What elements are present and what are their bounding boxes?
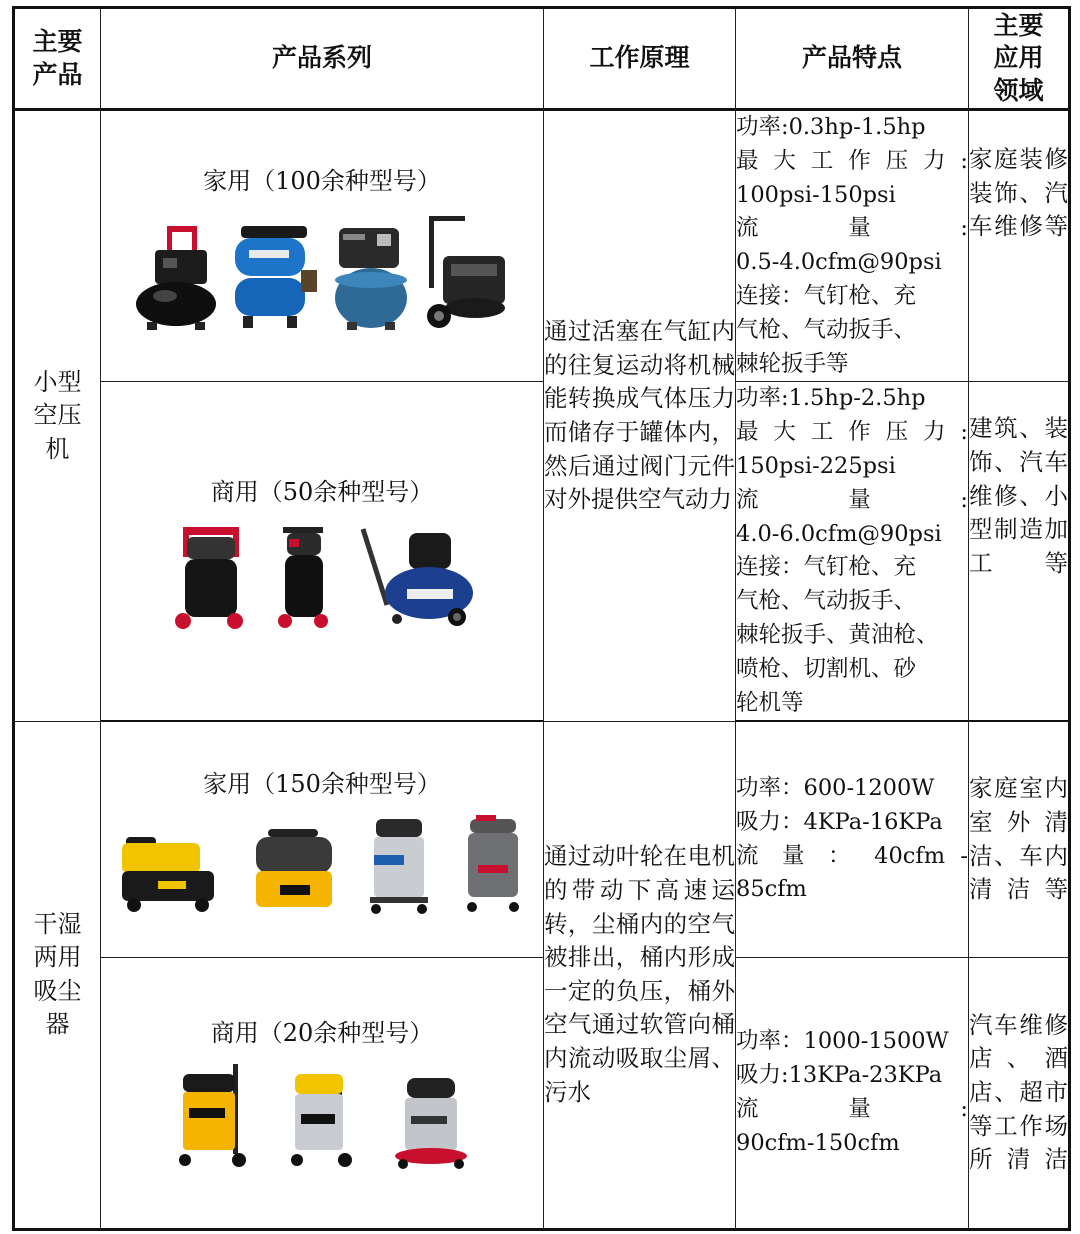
feature-line: 流 量 :: [736, 1095, 968, 1122]
series-cell: [101, 957, 544, 1229]
header-series: 产品系列: [101, 8, 544, 110]
table-row: [14, 721, 1070, 957]
feature-line: 功率：1000-1500W: [736, 1028, 949, 1055]
features-cell: [736, 721, 969, 957]
principle-cell: 通过动叶轮在电机的带动下高速运转，尘桶内的空气被排出，桶内形成一定的负压，桶外空气通过软管向桶内流动吸取尘屑、污水: [544, 721, 736, 1229]
compressor-red-handle-image: [133, 222, 219, 332]
feature-line: 功率:0.3hp-1.5hp: [736, 114, 926, 140]
feature-line: 85cfm: [736, 876, 807, 903]
product-images: [101, 1064, 543, 1172]
application-cell: 汽车维修店、酒店、超市等工作场所清洁: [969, 957, 1070, 1229]
feature-line: 吸力：4KPa-16KPa: [736, 808, 943, 835]
compressor-vertical-red-image: [169, 523, 249, 631]
feature-line: 吸力:13KPa-23KPa: [736, 1062, 943, 1089]
product-table: [12, 6, 1071, 1231]
series-title: 家用（150余种型号）: [203, 770, 441, 799]
table-header-row: [14, 8, 1070, 110]
vacuum-grey-drum-image: [460, 815, 526, 915]
category-cell: 小型 空压 机: [14, 110, 101, 722]
table-row: [14, 957, 1070, 1229]
application-cell: 建筑、装饰、汽车维修、小型制造加工等: [969, 382, 1070, 721]
feature-line: 喷枪、切割机、砂: [736, 655, 917, 682]
feature-line: 棘轮扳手、黄油枪、: [736, 621, 939, 648]
features-cell: [736, 382, 969, 721]
vacuum-steel-drum-image: [366, 815, 432, 915]
series-cell: [101, 721, 544, 957]
series-cell: [101, 110, 544, 382]
feature-line: 流 量 :: [736, 486, 968, 513]
vacuum-stanley-steel-image: [285, 1064, 363, 1172]
feature-line: 0.5-4.0cfm@90psi: [736, 249, 942, 276]
category-cell: 干湿 两用 吸尘 器: [14, 721, 101, 1229]
header-application: 主要 应用 领域: [969, 8, 1070, 110]
feature-line: 最大工作压力:: [736, 147, 968, 174]
product-images: [101, 212, 543, 332]
feature-line: 150psi-225psi: [736, 452, 896, 479]
feature-line: 气枪、气动扳手、: [736, 316, 917, 343]
product-images: [101, 523, 543, 631]
feature-line: 4.0-6.0cfm@90psi: [736, 520, 942, 547]
series-title: 商用（50余种型号）: [210, 477, 434, 506]
header-main-product: 主要 产品: [14, 8, 101, 110]
feature-line: 棘轮扳手等: [736, 350, 849, 377]
series-cell: [101, 382, 544, 721]
feature-line: 功率：600-1200W: [736, 775, 935, 801]
product-images: [101, 815, 543, 915]
feature-line: 功率:1.5hp-2.5hp: [736, 385, 926, 412]
features-cell: [736, 957, 969, 1229]
application-cell: 家庭装修装饰、汽车维修等: [969, 110, 1070, 382]
series-title: 家用（100余种型号）: [203, 166, 441, 195]
table-row: [14, 382, 1070, 721]
compressor-stealth-blue-image: [357, 523, 475, 631]
feature-line: 最大工作压力:: [736, 419, 968, 446]
application-cell: 家庭室内室外清洁、车内清洁等: [969, 721, 1070, 957]
feature-line: 连接：气钉枪、充: [736, 554, 917, 581]
feature-line: 流 量 ： 40cfm -: [736, 842, 968, 869]
vacuum-dewalt-cart-image: [175, 1064, 255, 1172]
compressor-blue-twin-tank-image: [229, 220, 321, 332]
vacuum-dewalt-portable-image: [250, 823, 338, 915]
table-row: [14, 110, 1070, 382]
feature-line: 气枪、气动扳手、: [736, 588, 917, 615]
compressor-wheeled-cart-image: [421, 212, 511, 332]
feature-line: 流 量 :: [736, 215, 968, 242]
feature-line: 连接：气钉枪、充: [736, 282, 917, 309]
features-cell: [736, 110, 969, 382]
header-features: 产品特点: [736, 8, 969, 110]
vacuum-steel-red-base-image: [393, 1072, 469, 1172]
compressor-vertical-black-image: [273, 523, 333, 631]
feature-line: 轮机等: [736, 689, 804, 716]
vacuum-stanley-yellow-image: [118, 823, 222, 915]
header-principle: 工作原理: [544, 8, 736, 110]
feature-line: 100psi-150psi: [736, 181, 896, 208]
feature-line: 90cfm-150cfm: [736, 1129, 900, 1156]
series-title: 商用（20余种型号）: [210, 1019, 434, 1048]
compressor-pancake-image: [331, 222, 411, 332]
principle-cell: 通过活塞在气缸内的往复运动将机械能转换成气体压力而储存于罐体内，然后通过阀门元件对外提供空气动力: [544, 110, 736, 722]
